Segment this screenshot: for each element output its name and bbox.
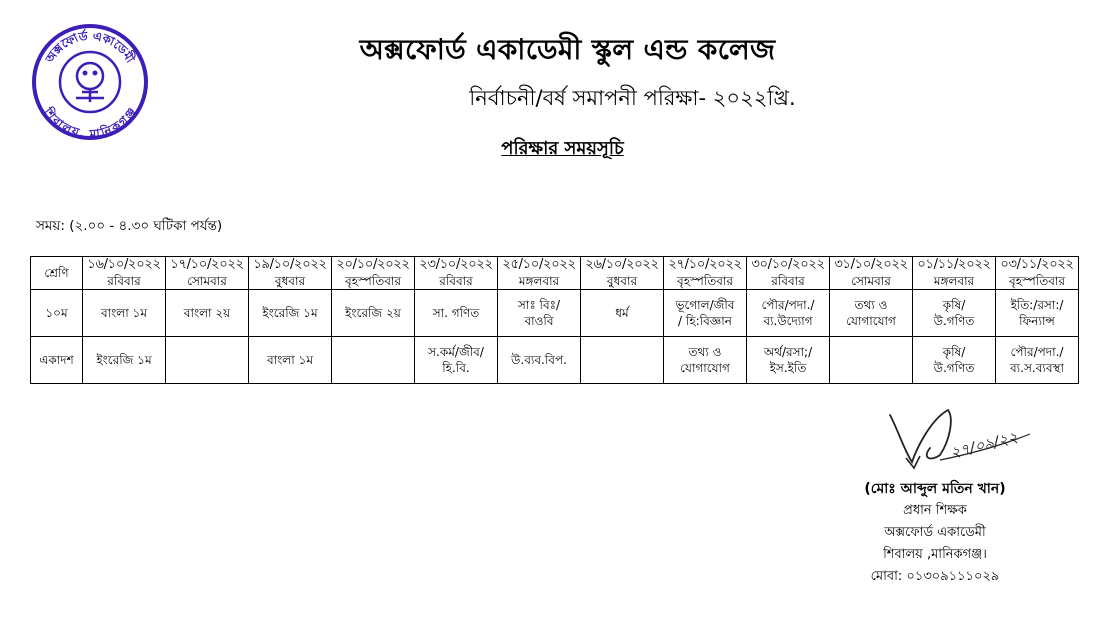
subject-line: ইংরেজি ১ম — [262, 306, 318, 320]
exam-day: রবিবার — [439, 274, 473, 288]
subject-line: উ.ব্যব.বিপ. — [511, 353, 567, 367]
date-header-cell — [747, 257, 830, 290]
date-header-cell — [581, 257, 664, 290]
signatory-address: শিবালয় ,মানিকগঞ্জ। — [883, 547, 987, 562]
class-header-cell: শ্রেণি — [31, 257, 83, 290]
subject-cell — [166, 290, 249, 337]
subject-line: ইতি:/রসা:/ — [1010, 298, 1064, 312]
subject-line: তথ্য ও — [854, 298, 888, 312]
subject-cell — [996, 290, 1079, 337]
subject-line: ভূগোল/জীব — [675, 298, 735, 312]
exam-day: মঙ্গলবার — [518, 274, 560, 288]
subject-cell — [332, 290, 415, 337]
exam-day: বৃহস্পতিবার — [345, 274, 401, 288]
subject-line: স.কর্ম/জীব/ — [428, 345, 484, 359]
subject-cell — [415, 290, 498, 337]
subject-line: সাঃ বিঃ/ — [517, 298, 561, 312]
subject-cell — [913, 337, 996, 384]
subject-line: বাংলা ২য় — [183, 306, 231, 320]
exam-day: মঙ্গলবার — [933, 274, 975, 288]
subject-line: অর্থ/রসা;/ — [763, 345, 813, 359]
signatory-institution: অক্সফোর্ড একাডেমী — [884, 525, 986, 540]
subject-cell — [249, 290, 332, 337]
exam-day: বৃহস্পতিবার — [1009, 274, 1065, 288]
table-row — [31, 290, 1079, 337]
subject-line: হি.বি. — [442, 361, 470, 375]
date-header-cell — [332, 257, 415, 290]
subject-cell — [830, 337, 913, 384]
subject-cell — [664, 290, 747, 337]
subject-cell — [498, 337, 581, 384]
subject-line: যোগাযোগ — [846, 314, 896, 328]
exam-date: ১৭/১০/২০২২ — [170, 257, 244, 272]
subject-cell — [332, 337, 415, 384]
subject-cell — [83, 337, 166, 384]
schedule-heading: পরিক্ষার সময়সূচি — [501, 138, 624, 159]
seal-text-top: অক্সফোর্ড একাডেমী — [42, 28, 138, 66]
exam-day: বুধবার — [274, 274, 306, 288]
subject-line: ব্য.স.ব্যবস্থা — [1010, 361, 1064, 375]
exam-date: ১৯/১০/২০২২ — [253, 257, 327, 272]
seal-text-bottom: শিবালয়, মানিকগঞ্জ — [40, 105, 140, 142]
date-header-cell — [83, 257, 166, 290]
signatory-phone: মোবা: ০১৩০৯১১১০২৯ — [870, 569, 1000, 584]
signatory-designation: প্রধান শিক্ষক — [903, 503, 967, 518]
date-header-cell — [415, 257, 498, 290]
subject-cell — [747, 337, 830, 384]
date-header-cell — [830, 257, 913, 290]
subject-line: বাংলা ১ম — [266, 353, 313, 367]
exam-time-note: সময়: (২.০০ - ৪.৩০ ঘটিকা পর্যন্ত) — [36, 218, 223, 234]
subject-line: উ.গণিত — [933, 361, 975, 375]
subject-line: উ.গণিত — [933, 314, 975, 328]
subject-line: তথ্য ও — [688, 345, 722, 359]
exam-date: ০৩/১১/২০২২ — [1000, 257, 1074, 272]
subject-line: ব্য.উদ্যোগ — [763, 314, 813, 328]
subject-line: সা. গণিত — [432, 306, 480, 320]
subject-line: পৌর/পদা./ — [1010, 345, 1064, 359]
subject-line: ইস.ইতি — [769, 361, 807, 375]
date-header-cell — [498, 257, 581, 290]
date-header-cell — [249, 257, 332, 290]
signature-date: ২৭/০৯/২২ — [948, 427, 1020, 462]
subject-line: ধর্ম — [615, 306, 629, 320]
subject-cell — [664, 337, 747, 384]
headmaster-signature — [870, 400, 1050, 480]
date-header-cell — [664, 257, 747, 290]
exam-day: সোমবার — [851, 274, 891, 288]
class-cell: ১০ম — [31, 290, 83, 337]
subject-line: ইংরেজি ১ম — [96, 353, 152, 367]
subject-cell — [166, 337, 249, 384]
subject-cell — [581, 290, 664, 337]
subject-line: ফিন্যান্স — [1019, 314, 1055, 328]
exam-date: ২৬/১০/২০২২ — [585, 257, 659, 272]
subject-cell — [498, 290, 581, 337]
exam-day: রবিবার — [107, 274, 141, 288]
header-row — [31, 257, 1079, 290]
date-header-cell — [166, 257, 249, 290]
subject-line: কৃষি/ — [942, 345, 966, 359]
exam-day: সোমবার — [187, 274, 227, 288]
exam-date: ২৭/১০/২০২২ — [668, 257, 742, 272]
subject-line: বাংলা ১ম — [100, 306, 147, 320]
exam-date: ২৫/১০/২০২২ — [502, 257, 576, 272]
subject-cell — [83, 290, 166, 337]
exam-date: ২০/১০/২০২২ — [336, 257, 410, 272]
subject-cell — [913, 290, 996, 337]
subject-cell — [830, 290, 913, 337]
subject-line: বাওবি — [524, 314, 554, 328]
exam-title: নির্বাচনী/বর্ষ সমাপনী পরিক্ষা- ২০২২খ্রি. — [469, 86, 796, 110]
exam-day: রবিবার — [771, 274, 805, 288]
exam-date: ৩০/১০/২০২২ — [751, 257, 825, 272]
exam-routine-table — [30, 256, 1079, 384]
exam-day: বৃহস্পতিবার — [677, 274, 733, 288]
exam-date: ২৩/১০/২০২২ — [419, 257, 493, 272]
signatory-name: (মোঃ আব্দুল মতিন খান) — [864, 481, 1006, 497]
subject-cell — [249, 337, 332, 384]
signatory-block — [790, 478, 1080, 588]
exam-day: বুধবার — [606, 274, 638, 288]
subject-cell — [996, 337, 1079, 384]
subject-line: ইংরেজি ২য় — [345, 306, 401, 320]
school-name: অক্সফোর্ড একাডেমী স্কুল এন্ড কলেজ — [359, 33, 776, 66]
subject-cell — [747, 290, 830, 337]
subject-cell — [415, 337, 498, 384]
table-row — [31, 337, 1079, 384]
date-header-cell — [996, 257, 1079, 290]
subject-line: যোগাযোগ — [680, 361, 730, 375]
exam-date: ৩১/১০/২০২২ — [834, 257, 908, 272]
date-header-cell — [913, 257, 996, 290]
subject-line: পৌর/পদা./ — [761, 298, 815, 312]
exam-date: ১৬/১০/২০২২ — [87, 257, 161, 272]
exam-date: ০১/১১/২০২২ — [917, 257, 991, 272]
class-cell: একাদশ — [31, 337, 83, 384]
subject-line: কৃষি/ — [942, 298, 966, 312]
subject-cell — [581, 337, 664, 384]
subject-line: / হি:বিজ্ঞান — [678, 314, 732, 328]
